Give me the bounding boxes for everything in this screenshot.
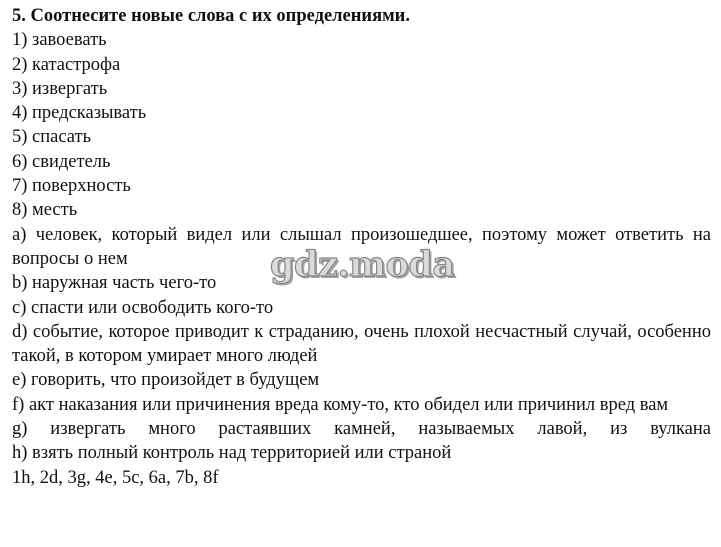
word-item-4: 4) предсказывать [12, 103, 147, 124]
exercise-title: 5. Соотнесите новые слова с их определениями. [12, 6, 410, 26]
word-item-5: 5) спасать [12, 127, 92, 148]
word-item-8: 8) месть [12, 200, 78, 221]
definition-a: a) человек, который видел или слышал произошедшее, поэтому может ответить на вопросы о нем [12, 224, 711, 269]
word-item-6: 6) свидетель [12, 151, 111, 172]
word-item-3: 3) извергать [12, 78, 108, 99]
definition-g: g) извергать много растаявших камней, называемых лавой, из вулкана [12, 419, 711, 440]
word-item-7: 7) поверхность [12, 176, 131, 197]
definition-h: h) взять полный контроль над территорией или страной [12, 443, 452, 464]
word-item-2: 2) катастрофа [12, 54, 121, 75]
definition-d: d) событие, которое приводит к страданию, очень плохой несчастный случай, особенно такой, в котором умирает много людей [12, 321, 711, 367]
definition-f: f) акт наказания или причинения вреда кому-то, кто обидел или причинил вред вам [12, 394, 669, 415]
answer-key: 1h, 2d, 3g, 4e, 5c, 6a, 7b, 8f [12, 467, 219, 488]
watermark-logo: gdz.moda [270, 244, 455, 285]
word-item-1: 1) завоевать [12, 30, 107, 51]
definition-b: b) наружная часть чего-то [12, 273, 217, 294]
exercise-page [12, 4, 711, 490]
definition-c: c) спасти или освободить кого-то [12, 297, 274, 318]
definition-e: e) говорить, что произойдет в будущем [12, 370, 320, 391]
